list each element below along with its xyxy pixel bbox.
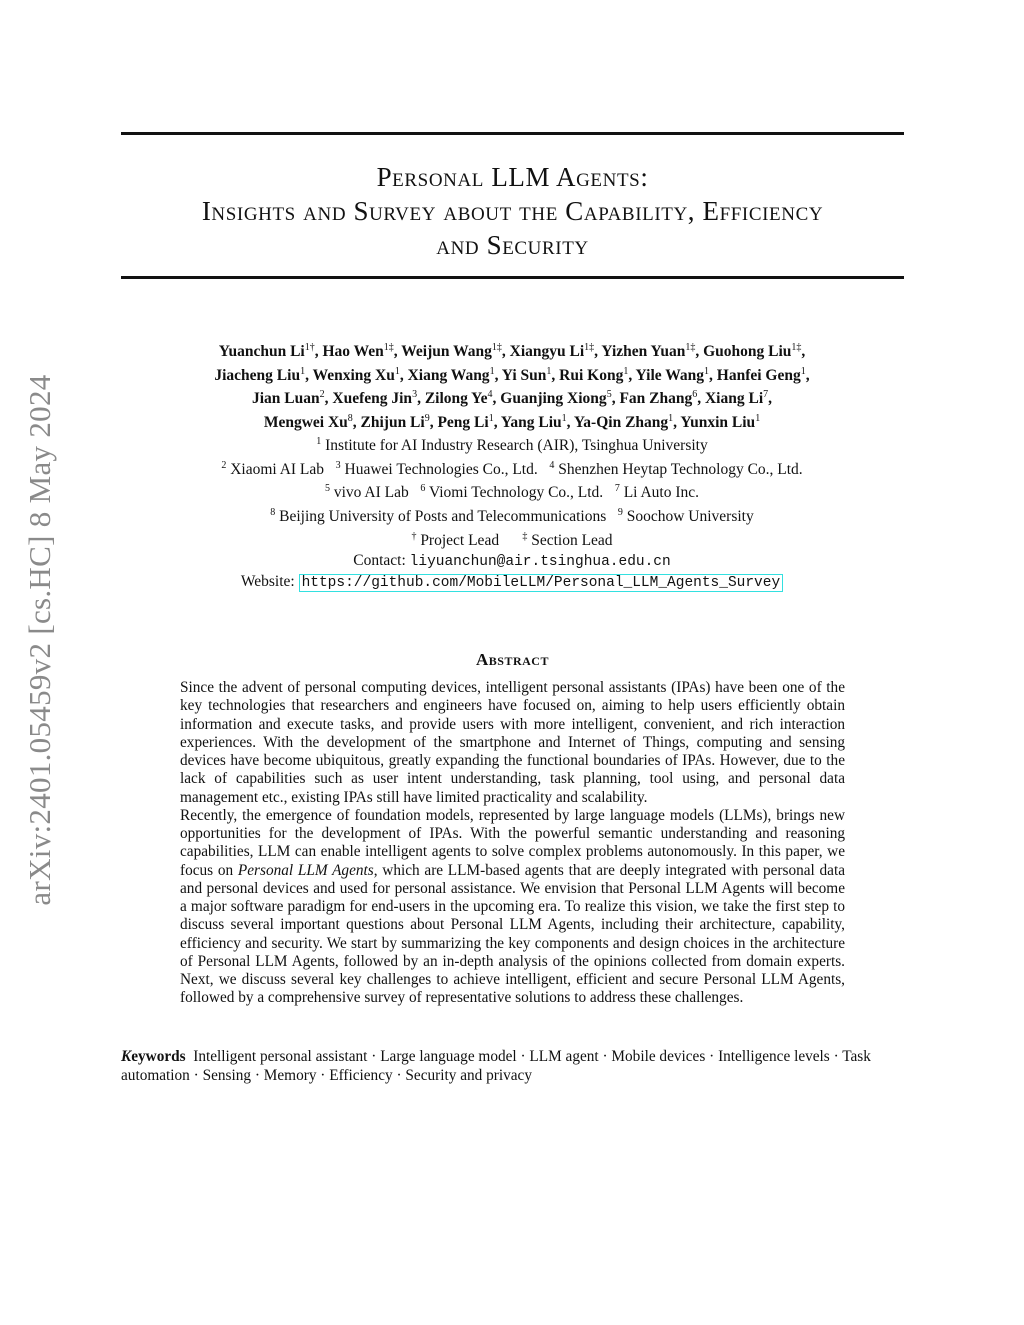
affiliation-name: Institute for AI Industry Research (AIR), Tsinghua University: [325, 437, 708, 455]
keyword: Intelligent personal assistant: [193, 1048, 368, 1065]
title-line-1: Personal LLM Agents:: [376, 162, 649, 192]
author-name: Xuefeng Jin: [332, 390, 413, 408]
author-affil: 1†: [304, 342, 315, 353]
contact-line: [150, 551, 874, 573]
affiliation-number: 2: [221, 459, 227, 471]
abstract-p2-start: Recently, the emergence of foundation models, represented by large language models (LLMs), brings new opportunities for the development of IPAs. With the powerful semantic understanding and reasoning capabilities, LLM can enable intelligent agents to solve complex problems autonomously. In this paper, we focus on: [180, 806, 845, 879]
author-name: Xiang Li: [704, 390, 764, 408]
website-line: [150, 572, 874, 594]
author-affil: 1: [561, 412, 567, 424]
author-name: Yuanchun Li: [218, 343, 305, 361]
author-affil: 1: [755, 412, 761, 424]
affiliation-line: [150, 503, 874, 527]
affiliation-number: 3: [335, 459, 341, 471]
keywords-label-initial: K: [121, 1048, 132, 1065]
author-name: Zhijun Li: [360, 414, 425, 432]
affiliation-line: [150, 432, 874, 456]
contact-email[interactable]: liyuanchun@air.tsinghua.edu.cn: [409, 553, 671, 570]
contact-label: Contact:: [353, 551, 406, 569]
affiliation-name: Viomi Technology Co., Ltd.: [428, 484, 604, 502]
author-affil: 6: [692, 389, 698, 401]
affiliation-number: 7: [614, 483, 620, 495]
keyword: LLM agent: [529, 1048, 599, 1065]
author-affil: 1‡: [491, 342, 502, 353]
author-affil: 5: [606, 389, 612, 401]
author-affil: 3: [412, 389, 418, 401]
author-list: [150, 338, 874, 433]
keyword: Sensing: [202, 1067, 252, 1084]
keyword: Security and privacy: [405, 1067, 532, 1084]
author-name: Ya-Qin Zhang: [573, 414, 669, 432]
author-name: Yizhen Yuan: [601, 343, 686, 361]
affiliation-name: Li Auto Inc.: [623, 484, 700, 502]
author-name: Zilong Ye: [424, 390, 488, 408]
author-name: Weijun Wang: [401, 343, 492, 361]
role-legend: [150, 527, 874, 551]
affiliation-number: 4: [549, 459, 555, 471]
author-name: Hanfei Geng: [716, 366, 801, 384]
author-name: Hao Wen: [322, 343, 384, 361]
affiliation-line: [150, 456, 874, 480]
keyword: Memory: [263, 1067, 317, 1084]
author-name: Guohong Liu: [703, 343, 792, 361]
author-affil: 7: [763, 389, 769, 401]
author-affil: 1: [623, 365, 629, 377]
affiliation-name: Soochow University: [626, 508, 754, 526]
affiliation-number: 1: [316, 436, 322, 447]
author-name: Guanjing Xiong: [500, 390, 607, 408]
author-name: Yunxin Liu: [680, 414, 756, 432]
affiliation-number: 5: [324, 483, 330, 495]
author-name: Yile Wang: [635, 366, 705, 384]
affiliation-name: Huawei Technologies Co., Ltd.: [344, 460, 538, 478]
author-affil: 2: [319, 389, 325, 401]
affiliation-number: 9: [617, 506, 623, 518]
keyword: Efficiency: [329, 1067, 393, 1084]
author-name: Jian Luan: [252, 390, 320, 408]
abstract-paragraph-1: Since the advent of personal computing devices, intelligent personal assistants (IPAs) have been one of the key technologies that researchers and engineers have focused on, aiming to help users efficiently obtain information and execute tasks, and provide users with more intelligent, convenient, and rich interaction experiences. With the development of the smartphone and Internet of Things, computing and sensing devices have become ubiquitous, greatly expanding the functional boundaries of IPAs. However, due to the lack of capabilities such as user intent understanding, task planning, tool using, and personal data management etc., existing IPAs still have limited practicality and scalability.: [180, 679, 845, 806]
abstract-paragraph-2: [180, 807, 845, 1008]
affiliation-line: [150, 479, 874, 503]
abstract-heading: Abstract: [476, 650, 549, 669]
keyword: Large language model: [380, 1048, 517, 1065]
author-affil: 1‡: [791, 342, 802, 353]
abstract-p2-end: , which are LLM-based agents that are deeply integrated with personal data and personal devices and used for personal assistance. We envision that Personal LLM Agents will become a major software paradigm for end-users in the upcoming era. To realize this vision, we take the first step to discuss several important questions about Personal LLM Agents, including their architecture, capability, efficiency and security. We start by summarizing the key components and design choices in the architecture of Personal LLM Agents, followed by an in-depth analysis of the opinions collected from domain experts. Next, we discuss several key challenges to achieve intelligent, efficient and secure Personal LLM Agents, followed by a comprehensive survey of representative solutions to address these challenges.: [180, 861, 846, 1007]
author-affil: 4: [487, 389, 493, 401]
author-affil: 1: [546, 365, 552, 377]
author-affil: 1‡: [685, 342, 696, 353]
section-lead-mark: ‡: [522, 531, 528, 542]
affiliation-list: [150, 432, 874, 527]
arxiv-identifier: arXiv:2401.05459v2 [cs.HC] 8 May 2024: [22, 374, 57, 906]
author-name: Fan Zhang: [619, 390, 693, 408]
keyword: Intelligence levels: [718, 1048, 830, 1065]
author-name: Yi Sun: [501, 366, 547, 384]
author-name: Wenxing Xu: [312, 366, 395, 384]
author-affil: 1‡: [584, 342, 595, 353]
title-rule-bottom: [121, 276, 904, 279]
abstract-emphasis: Personal LLM Agents: [237, 861, 374, 879]
affiliation-number: 6: [420, 483, 426, 495]
author-name: Mengwei Xu: [263, 414, 348, 432]
author-line: Jian Luan$^2$, Xuefeng Jin$^3$, Zilong Ye$^4$, Guanjing Xiong$^5$, Fan Zhang$^6$, Xiang Li$^7$,: [252, 389, 772, 408]
abstract-text: [180, 679, 845, 1008]
keywords-section: Keywords Intelligent personal assistant · Large language model · LLM agent · Mobile devices · Intelligence levels · Task automation · Sensing · Memory · Efficiency · Security and privacy: [121, 1048, 871, 1084]
website-label: Website:: [240, 573, 295, 591]
keyword: Task automation: [121, 1048, 871, 1084]
author-name: Xiang Wang: [407, 366, 490, 384]
website-link[interactable]: https://github.com/MobileLLM/Personal_LLM_Agents_Survey: [299, 574, 784, 592]
keywords-label-rest: eywords: [131, 1048, 186, 1065]
author-line: Jiacheng Liu$^1$, Wenxing Xu$^1$, Xiang Wang$^1$, Yi Sun$^1$, Rui Kong$^1$, Yile Wang$^1$, Hanfei Geng$^1$,: [214, 365, 810, 384]
keywords-label: [121, 1048, 186, 1065]
title-line-3: and Security: [436, 230, 589, 260]
author-affil: 1: [300, 365, 306, 377]
author-affil: 1: [800, 365, 806, 377]
author-affil: 1: [489, 365, 495, 377]
author-line: Mengwei Xu$^8$, Zhijun Li$^9$, Peng Li$^1$, Yang Liu$^1$, Ya-Qin Zhang$^1$, Yunxin Liu$^1$: [263, 412, 761, 432]
affiliation-name: Xiaomi AI Lab: [230, 460, 325, 478]
title-rule-top: [121, 132, 904, 135]
author-affil: 1: [704, 365, 710, 377]
affiliation-name: vivo AI Lab: [333, 484, 409, 502]
keyword: Mobile devices: [611, 1048, 706, 1065]
author-name: Peng Li: [437, 414, 489, 432]
author-name: Rui Kong: [559, 366, 624, 384]
project-lead-label: Project Lead: [420, 532, 500, 550]
project-lead-mark: †: [411, 531, 417, 542]
author-name: Xiangyu Li: [509, 343, 585, 361]
paper-title: [121, 160, 904, 262]
affiliation-name: Beijing University of Posts and Telecommunications: [279, 508, 607, 526]
affiliation-name: Shenzhen Heytap Technology Co., Ltd.: [558, 460, 803, 478]
author-name: Yang Liu: [500, 414, 562, 432]
title-line-2: Insights and Survey about the Capability, Efficiency: [201, 196, 824, 226]
author-affil: 1: [488, 412, 494, 424]
author-affil: 8: [347, 412, 353, 424]
author-affil: 1: [668, 412, 674, 424]
roles-and-contact: [150, 527, 874, 594]
author-name: Jiacheng Liu: [214, 366, 301, 384]
author-line: Yuanchun $Li^{1\dagger}$, Hao Wen$^{1\ddagger}$, Weijun Wang$^{1\ddagger}$, Xiangyu $Li^{1\ddagger}$, Yizhen Yuan$^{1\ddagger}$, Guohong Liu$^{1\ddagger}$,: [218, 342, 806, 361]
affiliation-number: 8: [270, 506, 276, 518]
author-affil: 1: [394, 365, 400, 377]
section-lead-label: Section Lead: [531, 532, 613, 550]
author-affil: 1‡: [383, 342, 394, 353]
author-affil: 9: [424, 412, 430, 424]
